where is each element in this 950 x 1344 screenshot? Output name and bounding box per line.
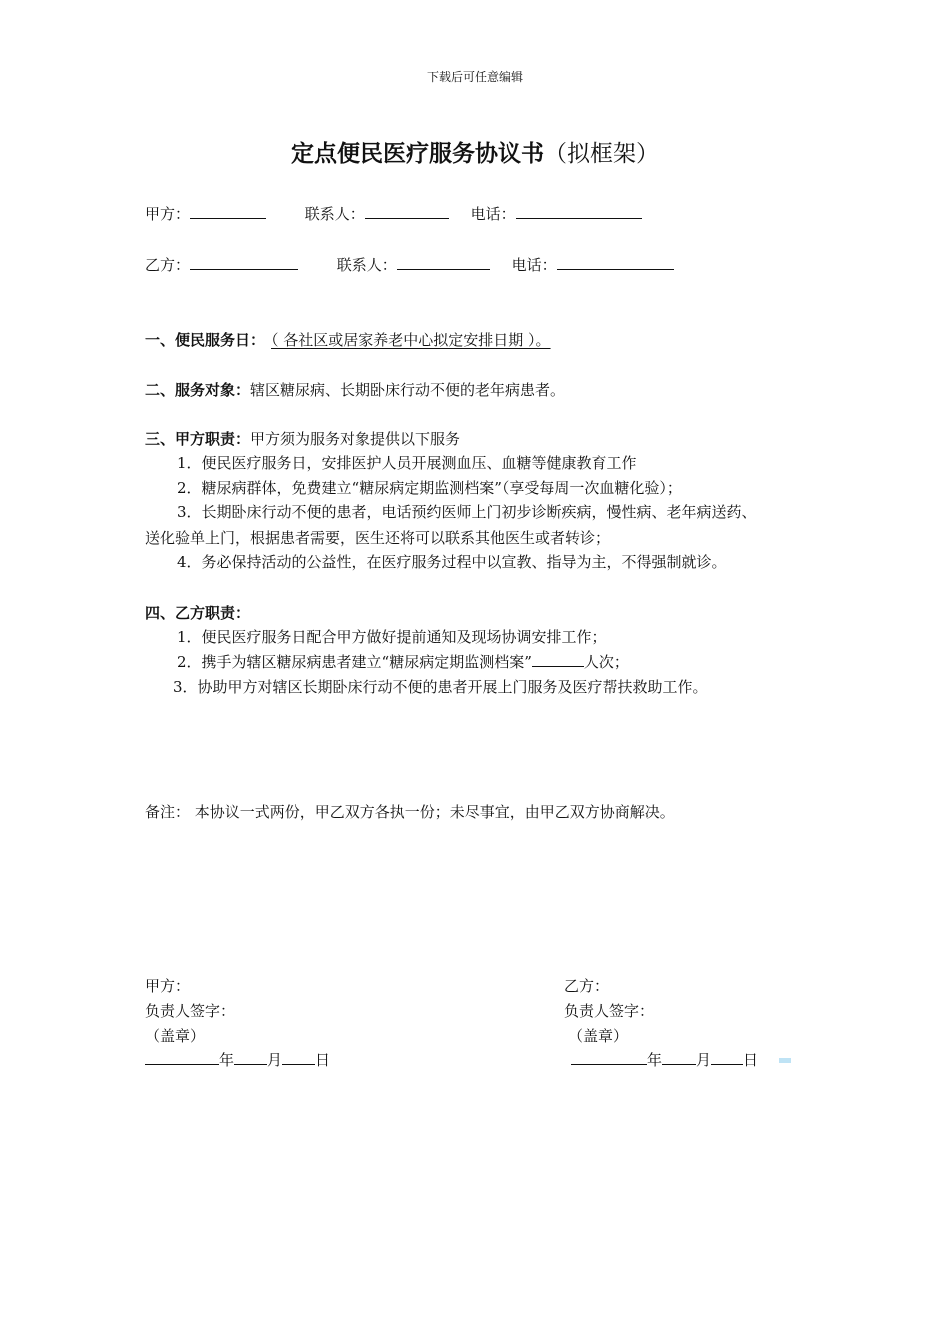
month-label: 月: [696, 1051, 712, 1069]
party-a-contact-blank[interactable]: [365, 204, 449, 219]
party-b-contact-label: 联系人：: [336, 256, 397, 274]
title-main: 定点便民医疗服务协议书: [291, 140, 544, 167]
party-a-phone-label: 电话：: [470, 205, 516, 223]
signature-right-signer: 负责人签字：: [564, 1002, 655, 1020]
month-blank[interactable]: [662, 1050, 696, 1065]
party-b-name-blank[interactable]: [190, 255, 298, 270]
section-4-item-2-prefix: 2．携手为辖区糖尿病患者建立“糖尿病定期监测档案”: [177, 653, 532, 671]
signature-left-signer: 负责人签字：: [145, 1002, 236, 1020]
header-note: 下载后可任意编辑: [426, 70, 523, 84]
title-sub: （拟框架）: [544, 141, 659, 167]
section-1-content: （ 各社区或居家养老中心拟定安排日期 ）。: [271, 331, 551, 349]
party-b-line: [145, 254, 674, 275]
year-label: 年: [219, 1051, 235, 1069]
signature-right-party: 乙方：: [564, 977, 610, 995]
section-1-heading: 一、便民服务日：: [145, 331, 266, 349]
signature-right-date: [571, 1049, 758, 1070]
party-b-phone-blank[interactable]: [557, 255, 674, 270]
party-b-label: 乙方：: [145, 256, 191, 274]
remark: 备注： 本协议一式两份，甲乙双方各执一份；未尽事宜，由甲乙双方协商解决。: [145, 803, 675, 821]
list-item: 2．糖尿病群体，免费建立“糖尿病定期监测档案”（享受每周一次血糖化验）；: [177, 479, 682, 497]
section-3-content: 甲方须为服务对象提供以下服务: [250, 430, 461, 448]
section-service-target: [145, 379, 565, 400]
party-b-phone-label: 电话：: [511, 256, 557, 274]
day-blank[interactable]: [711, 1050, 743, 1065]
section-2-content: 辖区糖尿病、长期卧床行动不便的老年病患者。: [250, 381, 566, 399]
list-item: 送化验单上门，根据患者需要，医生还将可以联系其他医生或者转诊；: [145, 529, 611, 547]
party-b-contact-blank[interactable]: [397, 255, 490, 270]
party-a-name-blank[interactable]: [190, 204, 266, 219]
day-label: 日: [315, 1051, 331, 1069]
document-title: [0, 135, 950, 168]
year-blank[interactable]: [571, 1050, 647, 1065]
party-a-label: 甲方：: [145, 205, 191, 223]
section-3-heading: 三、甲方职责：: [145, 430, 251, 448]
section-service-day: [145, 329, 551, 350]
list-item: 4．务必保持活动的公益性，在医疗服务过程中以宣教、指导为主，不得强制就诊。: [177, 553, 727, 571]
section-party-a-duties: [145, 428, 460, 449]
list-item: 1．便民医疗服务日配合甲方做好提前通知及现场协调安排工作；: [177, 628, 607, 646]
year-label: 年: [647, 1051, 663, 1069]
signature-left-date: [145, 1049, 330, 1070]
signature-right-seal: （盖章）: [568, 1027, 629, 1045]
year-blank[interactable]: [145, 1050, 219, 1065]
section-party-b-duties: [145, 602, 250, 623]
month-blank[interactable]: [234, 1050, 267, 1065]
signature-left-party: 甲方：: [145, 977, 191, 995]
section-4-heading: 四、乙方职责：: [145, 604, 251, 622]
day-label: 日: [743, 1051, 759, 1069]
party-a-phone-blank[interactable]: [516, 204, 642, 219]
list-item: [177, 651, 629, 672]
section-2-heading: 二、服务对象：: [145, 381, 251, 399]
day-blank[interactable]: [282, 1050, 315, 1065]
list-item: 1．便民医疗服务日，安排医护人员开展测血压、血糖等健康教育工作: [177, 454, 637, 472]
party-a-contact-label: 联系人：: [304, 205, 365, 223]
signature-left-seal: （盖章）: [145, 1027, 206, 1045]
count-blank[interactable]: [532, 652, 584, 667]
section-4-item-2-suffix: 人次；: [583, 653, 629, 671]
list-item: 3．长期卧床行动不便的患者，电话预约医师上门初步诊断疾病，慢性病、老年病送药、: [177, 503, 757, 521]
party-a-line: [145, 203, 642, 224]
list-item: 3．协助甲方对辖区长期卧床行动不便的患者开展上门服务及医疗帮扶救助工作。: [173, 678, 708, 696]
month-label: 月: [267, 1051, 283, 1069]
highlight-mark: [779, 1058, 791, 1063]
